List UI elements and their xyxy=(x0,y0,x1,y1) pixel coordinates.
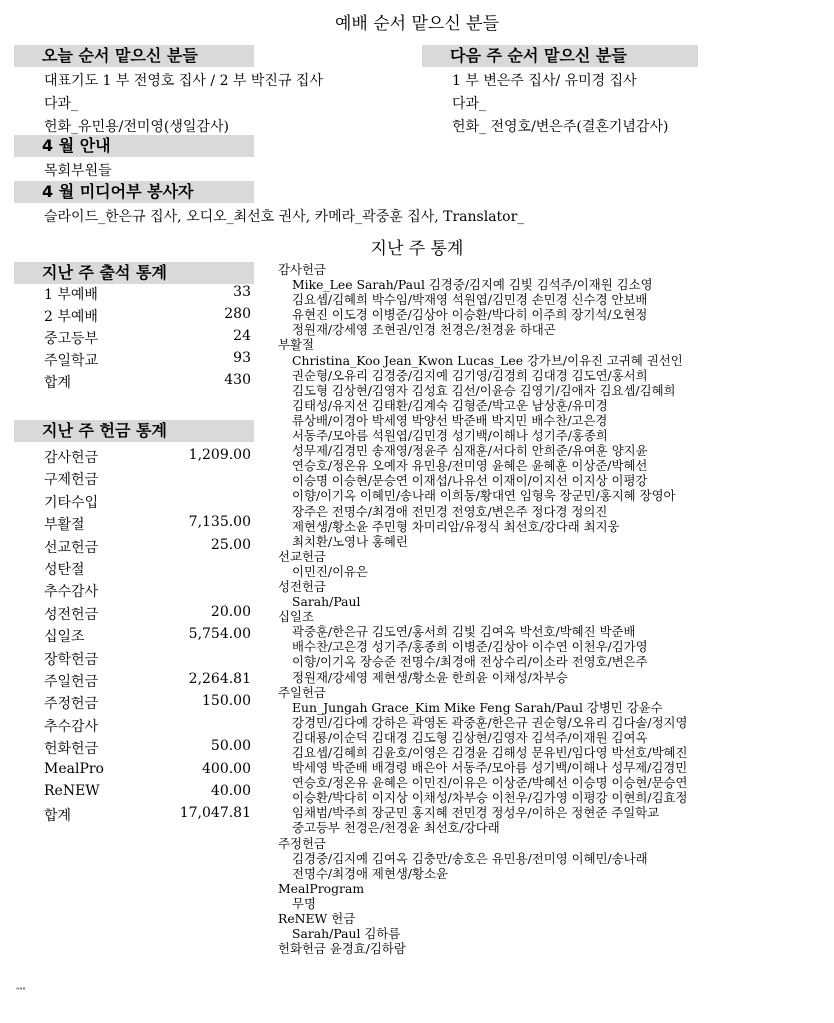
stat-label: 선교헌금 xyxy=(44,539,99,556)
donor-list xyxy=(278,262,828,956)
donor-names: 유현진 이도경 이병준/김상아 이승환/박다히 이주희 장기석/오현정 xyxy=(292,307,648,323)
donor-names: 성무제/김경민 송재영/정윤주 심재훈/서다히 안희준/유여훈 양지윤 xyxy=(292,443,648,459)
donor-names: 김대룡/이순덕 김대경 김도형 김상현/김영자 김석주/이재원 김여옥 xyxy=(292,729,648,745)
donor-names: Christina_Koo Jean_Kwon Lucas_Lee 강가브/이유진 고귀혜 권선인 xyxy=(292,352,683,368)
stat-value: 430 xyxy=(224,372,251,388)
donor-names: 무명 xyxy=(292,895,316,911)
april-notice-line: 목회부원들 xyxy=(44,163,112,179)
stat-row xyxy=(44,604,254,624)
today-line: 헌화_유민용/전미영(생일감사) xyxy=(44,119,229,135)
stat-row xyxy=(44,537,254,557)
stat-row xyxy=(44,559,254,579)
donor-names: 강경민/김다예 강하은 곽영돈 곽중훈/한은규 권순형/오유리 김다솔/정지영 xyxy=(292,714,688,730)
donor-category: 선교헌금 xyxy=(278,548,326,564)
stat-label: 중고등부 xyxy=(44,331,99,347)
stat-row xyxy=(44,649,254,669)
april-media-line: 슬라이드_한은규 집사, 오디오_최선호 권사, 카메라_곽중훈 집사, Translator_ xyxy=(44,209,525,225)
donor-names: 김요셉/김혜희 박수임/박재영 석원엽/김민경 손민경 신수경 안보배 xyxy=(292,292,648,308)
stat-value: 33 xyxy=(233,284,251,300)
stat-row xyxy=(44,693,254,713)
donor-names: Mike_Lee Sarah/Paul 김경중/김지예 김빛 김석주/이재원 김소영 xyxy=(292,277,653,293)
next-week-line: 다과_ xyxy=(452,96,487,112)
stat-label: 주정헌금 xyxy=(44,696,99,713)
donor-names: 정원재/강세영 조현권/인경 천경은/천경윤 하대곤 xyxy=(292,322,556,338)
stat-value: 7,135.00 xyxy=(188,514,251,531)
stat-row xyxy=(44,581,254,601)
stat-value: 400.00 xyxy=(202,760,251,777)
donor-names: 정원재/강세영 제현생/황소윤 한희윤 이채성/차부승 xyxy=(292,669,568,685)
stat-label: 성탄절 xyxy=(44,562,85,578)
donor-names: 최치환/노영나 홍혜린 xyxy=(292,533,408,549)
stat-row xyxy=(44,783,254,799)
footer-mark: """ xyxy=(16,987,26,995)
donor-category: ReNEW 헌금 xyxy=(278,911,356,927)
stat-label: 구제헌금 xyxy=(44,472,99,489)
donor-names: 연승호/정온유 윤혜은 이민진/이유은 이상준/박혜선 이승명 이승현/문승연 xyxy=(292,775,688,791)
donor-category: 성전헌금 xyxy=(278,578,326,594)
donor-names: Eun_Jungah Grace_Kim Mike Feng Sarah/Paul 강병민 강윤수 xyxy=(292,699,663,715)
page-title: 예배 순서 맡으신 분들 xyxy=(334,14,499,34)
stat-label: 부활절 xyxy=(44,517,85,534)
next-week-line: 헌화_ 전영호/변은주(결혼기념감사) xyxy=(452,119,669,135)
donor-names: 이향/이기옥 장승준 전명수/최경애 전상수리/이소라 전영호/변은주 xyxy=(292,654,648,670)
donor-names: 중고등부 천경은/천경윤 최선호/강다래 xyxy=(292,820,500,836)
stat-label: ReNEW xyxy=(44,783,100,799)
donor-names: 제현생/황소윤 주민형 차미리암/유정식 최선호/강다래 최지웅 xyxy=(292,518,620,534)
donor-names: 류상배/이경아 박세영 박양선 박준배 박지민 배수찬/고은경 xyxy=(292,412,608,428)
stat-label: 추수감사 xyxy=(44,718,99,735)
stat-value: 2,264.81 xyxy=(188,671,251,687)
stat-value: 93 xyxy=(233,350,251,366)
stat-row xyxy=(44,284,254,304)
stat-row xyxy=(44,671,254,691)
stat-value: 50.00 xyxy=(210,738,251,755)
stat-label: 기타수입 xyxy=(44,494,99,511)
donor-names: 장주은 전명수/최경애 전민경 전영호/변은주 정다경 정의진 xyxy=(292,503,608,519)
donor-names: 이민진/이유은 xyxy=(292,563,368,579)
next-week-heading: 다음 주 순서 맡으신 분들 xyxy=(422,45,698,67)
donor-names: 김태성/유지선 김태환/김계숙 김형준/박고운 남상훈/유미경 xyxy=(292,397,608,413)
donor-category: 주정헌금 xyxy=(278,835,326,851)
stat-label: 주일헌금 xyxy=(44,674,99,690)
stat-row xyxy=(44,447,254,467)
stat-value: 17,047.81 xyxy=(179,805,251,822)
stat-value: 280 xyxy=(224,306,251,322)
stat-row xyxy=(44,626,254,646)
stat-row xyxy=(44,805,254,825)
april-notice-heading: 4 월 안내 xyxy=(14,135,254,157)
stat-label: MealPro xyxy=(44,760,104,777)
stat-label: 주일학교 xyxy=(44,353,99,369)
stat-value: 25.00 xyxy=(210,536,251,553)
stat-row xyxy=(44,492,254,512)
donor-names: 임채범/박주희 장군민 홍지혜 전민경 정성우/이하은 정현준 주일학교 xyxy=(292,805,660,821)
donor-names: 이승명 이승현/문승연 이재섭/나유선 이재이/이지선 이지상 이평강 xyxy=(292,473,648,489)
offering-heading: 지난 주 헌금 통계 xyxy=(14,420,254,442)
donor-names: 박세영 박준배 배경령 배은아 서동주/모아름 성기백/이해나 성무제/김경민 xyxy=(292,760,688,776)
stat-row xyxy=(44,350,254,370)
today-line: 대표기도 1 부 전영호 집사 / 2 부 박진규 집사 xyxy=(44,73,323,89)
stat-value: 150.00 xyxy=(202,693,251,710)
stat-label: 성전헌금 xyxy=(44,606,99,623)
donor-category: 십일조 xyxy=(278,609,314,625)
stat-value: 1,209.00 xyxy=(188,447,251,463)
stat-label: 추수감사 xyxy=(44,584,99,601)
donor-category: 주일헌금 xyxy=(278,684,326,700)
donor-names: 이승환/박다히 이지상 이채성/차부승 이천우/김가영 이평강 이현희/김효정 xyxy=(292,790,688,806)
today-line: 다과_ xyxy=(44,96,79,112)
donor-names: 김도형 김상현/김영자 김성효 김선/이윤승 김영기/김애자 김요셉/김혜희 xyxy=(292,382,676,398)
donor-names: 배수찬/고은경 성기주/홍종희 이병준/김상아 이수연 이천우/김가영 xyxy=(292,639,648,655)
stat-row xyxy=(44,306,254,326)
donor-names: 서동주/모아름 석원엽/김민경 성기백/이해나 성기주/홍종희 xyxy=(292,428,608,444)
donor-names: 전명수/최경애 제현생/황소윤 xyxy=(292,865,448,881)
stat-row xyxy=(44,716,254,736)
stat-label: 헌화헌금 xyxy=(44,741,99,758)
today-heading: 오늘 순서 맡으신 분들 xyxy=(14,45,254,67)
stat-value: 5,754.00 xyxy=(188,626,251,643)
donor-names: Sarah/Paul 김하름 xyxy=(292,926,401,942)
stat-label: 1 부예배 xyxy=(44,287,98,303)
stat-row xyxy=(44,761,254,777)
stat-row xyxy=(44,328,254,348)
stat-row xyxy=(44,738,254,758)
stats-title: 지난 주 통계 xyxy=(370,239,464,259)
donor-category: MealProgram xyxy=(278,880,365,896)
stat-row xyxy=(44,469,254,489)
donor-names: 김경중/김지예 김여옥 김충만/송호은 유민용/전미영 이혜민/송나래 xyxy=(292,850,648,866)
stat-label: 십일조 xyxy=(44,629,85,646)
donor-names: 곽중훈/한은규 김도연/홍서희 김빛 김여옥 박선호/박혜진 박준배 xyxy=(292,624,636,640)
donor-names: 권순형/오유리 김경중/김지예 김기영/김경희 김대경 김도연/홍서희 xyxy=(292,367,648,383)
donor-category: 부활절 xyxy=(278,337,314,353)
stat-value: 40.00 xyxy=(210,783,251,799)
april-media-heading: 4 월 미디어부 봉사자 xyxy=(14,181,254,203)
stat-row xyxy=(44,514,254,534)
stat-label: 합계 xyxy=(44,375,72,391)
donor-names: 연승호/정온유 오예자 유민용/전미영 윤혜은 윤혜훈 이상준/박혜선 xyxy=(292,458,648,474)
stat-label: 2 부예배 xyxy=(44,309,98,325)
next-week-line: 1 부 변은주 집사/ 유미경 집사 xyxy=(452,73,637,89)
stat-label: 장학헌금 xyxy=(44,651,99,668)
stat-label: 감사헌금 xyxy=(44,450,99,466)
donor-names: 이향/이기옥 이혜민/송나래 이희동/황대연 임형욱 장군민/홍지혜 장영아 xyxy=(292,488,676,504)
stat-row xyxy=(44,372,254,392)
donor-names: 김요셉/김혜희 김윤호/이영은 김경윤 김해성 문유빈/임다영 박선호/박혜진 xyxy=(292,745,688,760)
donor-category: 감사헌금 xyxy=(278,262,326,277)
donor-category: 헌화헌금 윤경효/김하람 xyxy=(278,941,406,957)
stat-label: 합계 xyxy=(44,808,72,825)
stat-value: 24 xyxy=(233,328,251,344)
donor-names: Sarah/Paul xyxy=(292,594,361,610)
stat-value: 20.00 xyxy=(210,603,251,620)
attendance-heading: 지난 주 출석 통계 xyxy=(14,262,254,284)
